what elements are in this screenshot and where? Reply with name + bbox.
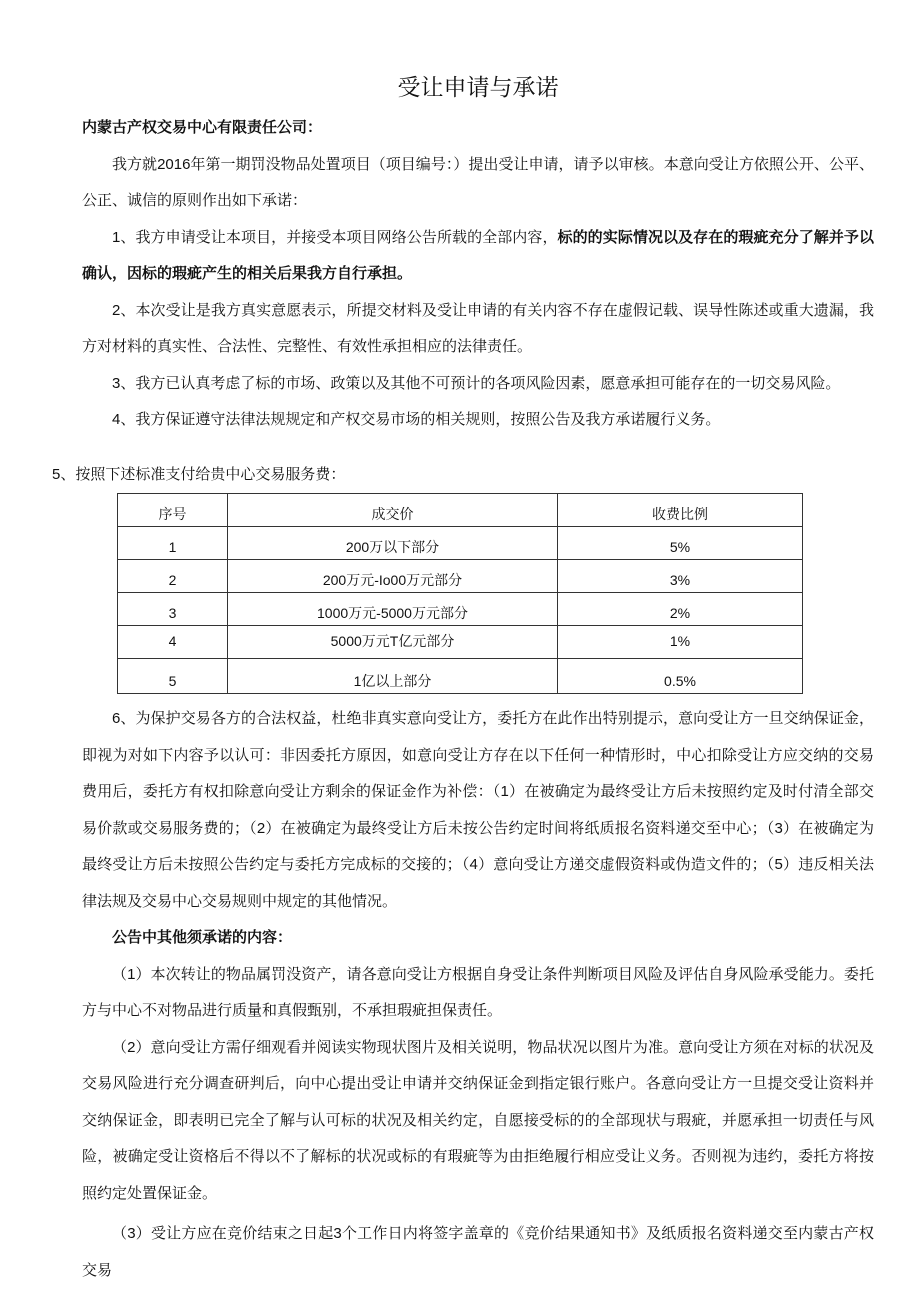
table-header-row (118, 494, 803, 527)
table-cell: 2% (558, 593, 803, 626)
intro-paragraph: 我方就2016年第一期罚没物品处置项目（项目编号：）提出受让申请，请予以审核。本意向受让方依照公开、公平、公正、诚信的原则作出如下承诺： (82, 155, 874, 209)
document-page (52, 0, 874, 1289)
table-cell: 0.5% (558, 659, 803, 694)
other-commitment-3: （3）受让方应在竞价结束之日起3个工作日内将签字盖章的《竞价结果通知书》及纸质报名资料递交至内蒙古产权交易 (82, 1225, 874, 1279)
table-cell: 5000万元T亿元部分 (228, 626, 558, 659)
addressee: 内蒙古产权交易中心有限责任公司： (82, 119, 323, 136)
commitment-2: 2、本次受让是我方真实意愿表示，所提交材料及受让申请的有关内容不存在虚假记载、误导性陈述或重大遗漏，我方对材料的真实性、合法性、完整性、有效性承担相应的法律责任。 (82, 301, 874, 355)
table-cell: 1亿以上部分 (228, 659, 558, 694)
commitment-5: 5、按照下述标准支付给贵中心交易服务费： (52, 465, 346, 483)
table-cell: 5% (558, 527, 803, 560)
table-row (118, 527, 803, 560)
table-row (118, 593, 803, 626)
table-cell: 2 (118, 560, 228, 593)
table-row (118, 626, 803, 659)
header-cell: 收费比例 (558, 494, 803, 527)
table-cell: 3% (558, 560, 803, 593)
other-commitments-heading: 公告中其他须承诺的内容： (112, 929, 293, 946)
commitment-4: 4、我方保证遵守法律法规规定和产权交易市场的相关规则，按照公告及我方承诺履行义务。 (112, 411, 721, 428)
other-commitment-2: （2）意向受让方需仔细观看并阅读实物现状图片及相关说明，物品状况以图片为准。意向受让方须在对标的状况及交易风险进行充分调查研判后，向中心提出受让申请并交纳保证金到指定银行账户。各意向受让方一旦提交受让资料并交纳保证金，即表明已完全了解与认可标的状况及相关约定，自愿接受标的的全部现状与瑕疵，并愿承担一切责任与风险，被确定受让资格后不得以不了解标的状况或标的有瑕疵等为由拒绝履行相应受让义务。否则视为违约，委托方将按照约定处置保证金。 (82, 1038, 874, 1202)
table-cell: 1 (118, 527, 228, 560)
header-cell: 序号 (118, 494, 228, 527)
table-row (118, 659, 803, 694)
table-cell: 1% (558, 626, 803, 659)
commitment-1-bold: 标的的实际情况以及存在的瑕疵充分了解并予以确认，因标的瑕疵产生的相关后果我方自行承担。 (82, 228, 874, 282)
table-row (118, 560, 803, 593)
other-commitment-1: （1）本次转让的物品属罚没资产，请各意向受让方根据自身受让条件判断项目风险及评估自身风险承受能力。委托方与中心不对物品进行质量和真假甄别，不承担瑕疵担保责任。 (82, 965, 874, 1019)
table-cell: 4 (118, 626, 228, 659)
header-cell: 成交价 (228, 494, 558, 527)
commitment-6: 6、为保护交易各方的合法权益，杜绝非真实意向受让方，委托方在此作出特别提示，意向受让方一旦交纳保证金，即视为对如下内容予以认可：非因委托方原因，如意向受让方存在以下任何一种情形时，中心扣除受让方应交纳的交易费用后，委托方有权扣除意向受让方剩余的保证金作为补偿：（1）在被确定为最终受让方后未按照约定及时付清全部交易价款或交易服务费的；（2）在被确定为最终受让方后未按公告约定时间将纸质报名资料递交至中心；（3）在被确定为最终受让方后未按照公告约定与委托方完成标的交接的；（4）意向受让方递交虚假资料或伪造文件的；（5）违反相关法律法规及交易中心交易规则中规定的其他情况。 (82, 710, 874, 910)
commitment-1-text: 1、我方申请受让本项目，并接受本项目网络公告所载的全部内容， (112, 228, 558, 246)
page-title: 受让申请与承诺 (397, 74, 559, 100)
commitment-3: 3、我方已认真考虑了标的市场、政策以及其他不可预计的各项风险因素，愿意承担可能存在的一切交易风险。 (112, 374, 841, 392)
table-cell: 1000万元-5000万元部分 (228, 593, 558, 626)
table-cell: 5 (118, 659, 228, 694)
table-cell: 3 (118, 593, 228, 626)
fee-table (117, 493, 803, 694)
table-cell: 200万以下部分 (228, 527, 558, 560)
commitment-1 (82, 220, 874, 293)
table-cell: 200万元-Io00万元部分 (228, 560, 558, 593)
